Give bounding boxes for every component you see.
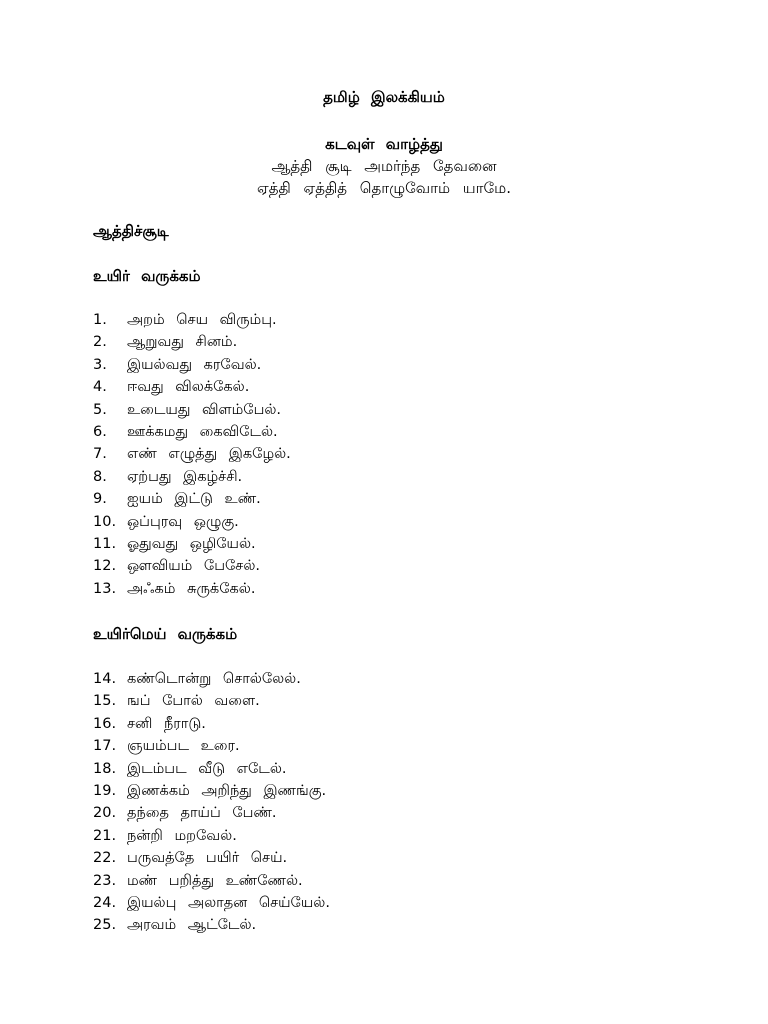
verse-text: இடம்பட வீடு எடேல்.	[127, 760, 287, 777]
verse-item	[93, 802, 330, 824]
verse-text: எண் எழுத்து இகழேல்.	[127, 446, 291, 463]
verse-text: ஏற்பது இகழ்ச்சி.	[127, 468, 243, 485]
verse-item	[93, 892, 330, 914]
verse-text: ஆறுவது சினம்.	[127, 334, 238, 351]
verse-item	[93, 488, 291, 510]
verse-number: 5.	[93, 401, 107, 418]
verse-number: 24.	[93, 894, 117, 911]
verse-item	[93, 399, 291, 421]
verse-number: 11.	[93, 535, 117, 552]
verse-item	[93, 758, 330, 780]
verse-item	[93, 578, 291, 600]
verse-item	[93, 780, 330, 802]
verse-number: 2.	[93, 334, 107, 351]
verse-text: ஞயம்பட உரை.	[127, 738, 240, 755]
invocation-block	[0, 133, 768, 199]
verse-item	[93, 690, 330, 712]
section-heading-uyir: உயிர் வருக்கம்	[93, 267, 201, 285]
work-title: ஆத்திச்சூடி	[93, 222, 169, 240]
verse-item	[93, 354, 291, 376]
verse-item	[93, 511, 291, 533]
verse-item	[93, 421, 291, 443]
verse-list-uyirmei	[93, 668, 330, 937]
verse-item	[93, 713, 330, 735]
verse-number: 17.	[93, 738, 117, 755]
verse-text: உடையது விளம்பேல்.	[127, 401, 282, 418]
verse-number: 6.	[93, 423, 107, 440]
verse-text: ஒப்புரவு ஒழுகு.	[127, 513, 239, 530]
verse-number: 25.	[93, 917, 117, 934]
verse-text: இயல்பு அலாதன செய்யேல்.	[127, 894, 330, 911]
invocation-heading: கடவுள் வாழ்த்து	[325, 135, 443, 153]
verse-text: ஈவது விலக்கேல்.	[127, 379, 250, 396]
verse-number: 13.	[93, 580, 117, 597]
verse-item	[93, 466, 291, 488]
verse-item	[93, 331, 291, 353]
verse-text: மண் பறித்து உண்ணேல்.	[127, 872, 303, 889]
verse-number: 22.	[93, 850, 117, 867]
verse-number: 12.	[93, 558, 117, 575]
verse-item	[93, 870, 330, 892]
verse-item	[93, 847, 330, 869]
verse-item	[93, 533, 291, 555]
verse-text: ஊக்கமது கைவிடேல்.	[127, 423, 278, 440]
verse-item	[93, 443, 291, 465]
verse-list-uyir	[93, 309, 291, 600]
verse-text: ஔவியம் பேசேல்.	[127, 558, 260, 575]
verse-number: 18.	[93, 760, 117, 777]
verse-item	[93, 914, 330, 936]
verse-text: நன்றி மறவேல்.	[127, 827, 237, 844]
verse-item	[93, 668, 330, 690]
verse-number: 8.	[93, 468, 107, 485]
verse-text: கண்டொன்று சொல்லேல்.	[127, 671, 301, 687]
verse-item	[93, 825, 330, 847]
verse-number: 10.	[93, 513, 117, 530]
verse-item	[93, 376, 291, 398]
invocation-line: ஏத்தி ஏத்தித் தொழுவோம் யாமே.	[257, 179, 511, 197]
document-title: தமிழ் இலக்கியம்	[323, 88, 445, 106]
verse-text: பருவத்தே பயிர் செய்.	[127, 850, 288, 867]
verse-text: சனி நீராடு.	[127, 715, 206, 732]
verse-text: ஐயம் இட்டு உண்.	[127, 491, 261, 508]
verse-text: ஙப் போல் வளை.	[127, 693, 260, 710]
verse-number: 14.	[93, 671, 117, 687]
verse-text: அறம் செய விரும்பு.	[127, 312, 277, 328]
verse-text: இயல்வது கரவேல்.	[127, 356, 262, 373]
verse-number: 1.	[93, 312, 107, 328]
verse-number: 23.	[93, 872, 117, 889]
verse-number: 9.	[93, 491, 107, 508]
verse-text: அஃகம் சுருக்கேல்.	[127, 580, 256, 597]
verse-number: 21.	[93, 827, 117, 844]
verse-number: 7.	[93, 446, 107, 463]
verse-item	[93, 555, 291, 577]
verse-item	[93, 309, 291, 331]
verse-number: 16.	[93, 715, 117, 732]
invocation-line: ஆத்தி சூடி அமர்ந்த தேவனை	[271, 157, 497, 175]
verse-text: இணக்கம் அறிந்து இணங்கு.	[127, 782, 327, 799]
section-heading-uyirmei: உயிர்மெய் வருக்கம்	[93, 625, 238, 643]
verse-text: ஓதுவது ஒழியேல்.	[127, 535, 256, 552]
verse-item	[93, 735, 330, 757]
verse-text: அரவம் ஆட்டேல்.	[127, 917, 257, 934]
verse-number: 15.	[93, 693, 117, 710]
verse-number: 19.	[93, 782, 117, 799]
verse-text: தந்தை தாய்ப் பேண்.	[127, 805, 277, 822]
verse-number: 4.	[93, 379, 107, 396]
verse-number: 20.	[93, 805, 117, 822]
verse-number: 3.	[93, 356, 107, 373]
